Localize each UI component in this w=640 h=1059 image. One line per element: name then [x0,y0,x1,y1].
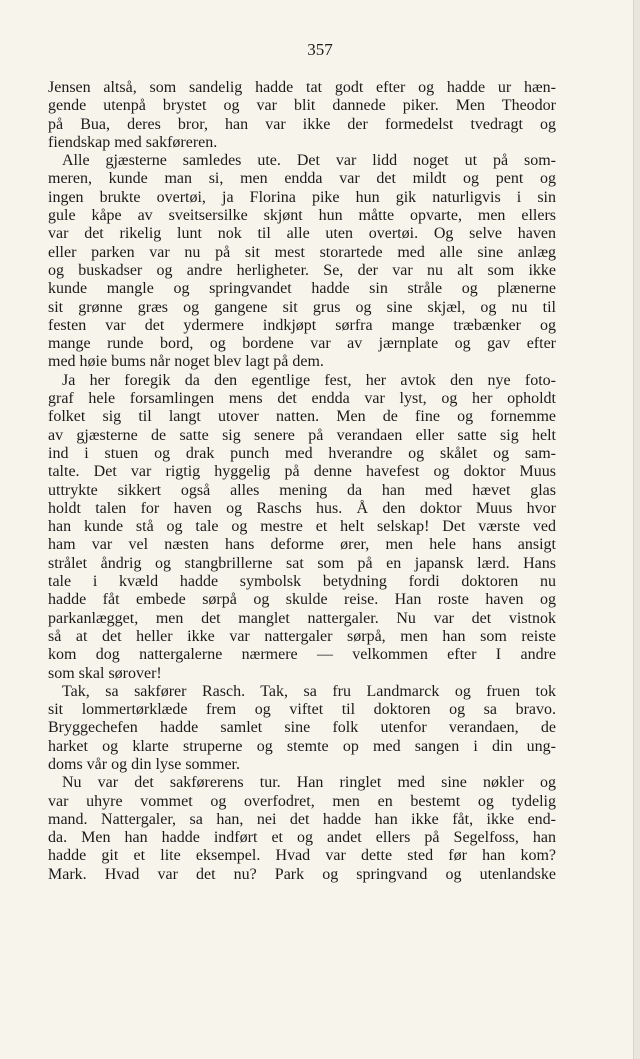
text-line: ind i stuen og drak punch med hverandre og skålet og sam- [48,444,556,462]
text-line: da. Men han hadde indført et og andet ellers på Segelfoss, han [48,829,556,847]
text-line: hadde git et lite eksempel. Hvad var dette sted før han kom? [48,847,556,865]
text-line: fiendskap med sakføreren. [48,133,218,151]
text-line: kunde mangle og springvandet hadde sin stråle og plænerne [48,280,556,298]
text-line: Nu var det sakførerens tur. Han ringlet med sine nøkler og [62,774,556,792]
body-text [48,79,556,884]
text-line: mange runde bord, og bordene var av jærnplate og gav efter [48,335,556,353]
text-line: festen var det ydermere indkjøpt sørfra mange træbænker og [48,316,556,334]
text-line: harket og klarte struperne og stemte op med sangen i din ung- [48,737,556,755]
text-line: så at det heller ikke var nattergaler sørpå, men han som reiste [48,627,556,645]
text-line: ham var vel næsten hans deforme ører, men hele hans ansigt [48,536,556,554]
text-line: eller parken var nu på sit mest storartede med alle sine anlæg [48,243,556,261]
text-line: Tak, sa sakfører Rasch. Tak, sa fru Landmarck og fruen tok [62,682,556,700]
text-line: Alle gjæsterne samledes ute. Det var lidd noget ut på som- [62,152,556,170]
text-line: tale i kvæld hadde symbolsk betydning fordi doktoren nu [48,573,556,591]
text-line: av gjæsterne de satte sig senere på verandaen eller satte sig helt [48,426,556,444]
text-line: Bryggechefen hadde samlet sine folk utenfor verandaen, de [48,719,556,737]
text-line: Mark. Hvad var det nu? Park og springvand og utenlandske [48,865,556,883]
text-line: sit lommertørklæde frem og viftet til doktoren og sa bravo. [48,701,556,719]
text-line: gule kåpe av sveitsersilke skjønt hun måtte opvarte, men ellers [48,207,556,225]
text-line: parkanlægget, men det manglet nattergaler. Nu var det vistnok [48,609,556,627]
text-line: var uhyre vommet og overfodret, men en bestemt og tydelig [48,792,556,810]
text-line: sit grønne græs og gangene sit grus og sine skjæl, og nu til [48,298,556,316]
text-line: folket sig til langt utover natten. Men de fine og fornemme [48,408,556,426]
text-line: graf hele forsamlingen mens det endda var lyst, og her opholdt [48,390,556,408]
text-line: strålet åndrig og stangbrillerne sat som på en japansk lærd. Hans [48,554,556,572]
text-line: uttrykte sikkert også alles mening da han med hævet glas [48,481,556,499]
text-line: han kunde stå og tale og mestre et helt selskap! Det værste ved [48,518,556,536]
text-line: talte. Det var rigtig hyggelig på denne havefest og doktor Muus [48,463,556,481]
page-number: 357 [307,40,333,59]
text-line: på Bua, deres bror, han var ikke der formedelst tvedragt og [48,115,556,133]
text-line: gende utenpå brystet og var blit dannede piker. Men Theodor [48,97,556,115]
text-line: kom dog nattergalerne nærmere — velkommen efter I andre [48,646,556,664]
text-line: meren, kunde man si, men endda var det mildt og pent og [48,170,556,188]
text-line: Ja her foregik da den egentlige fest, her avtok den nye foto- [62,371,556,389]
text-line: som skal sørover! [48,664,162,682]
page-edge [633,0,640,1059]
text-line: doms vår og din lyse sommer. [48,755,240,773]
text-line: med høie bums når noget blev lagt på dem. [48,353,324,371]
text-line: ingen brukte overtøi, ja Florina pike hun gik naturligvis i sin [48,188,556,206]
text-line: hadde fåt embede sørpå og skulde reise. Han roste haven og [48,591,556,609]
text-line: Jensen altså, som sandelig hadde tat godt efter og hadde ur hæn- [48,79,556,96]
text-line: var det rikelig lunt nok til alle uten overtøi. Og selve haven [48,225,556,243]
text-line: mand. Nattergaler, sa han, nei det hadde han ikke fåt, ikke end- [48,810,556,828]
text-line: holdt talen for haven og Raschs hus. Å den doktor Muus hvor [48,499,556,517]
text-line: og buskadser og andre herligheter. Se, der var nu alt som ikke [48,261,556,279]
